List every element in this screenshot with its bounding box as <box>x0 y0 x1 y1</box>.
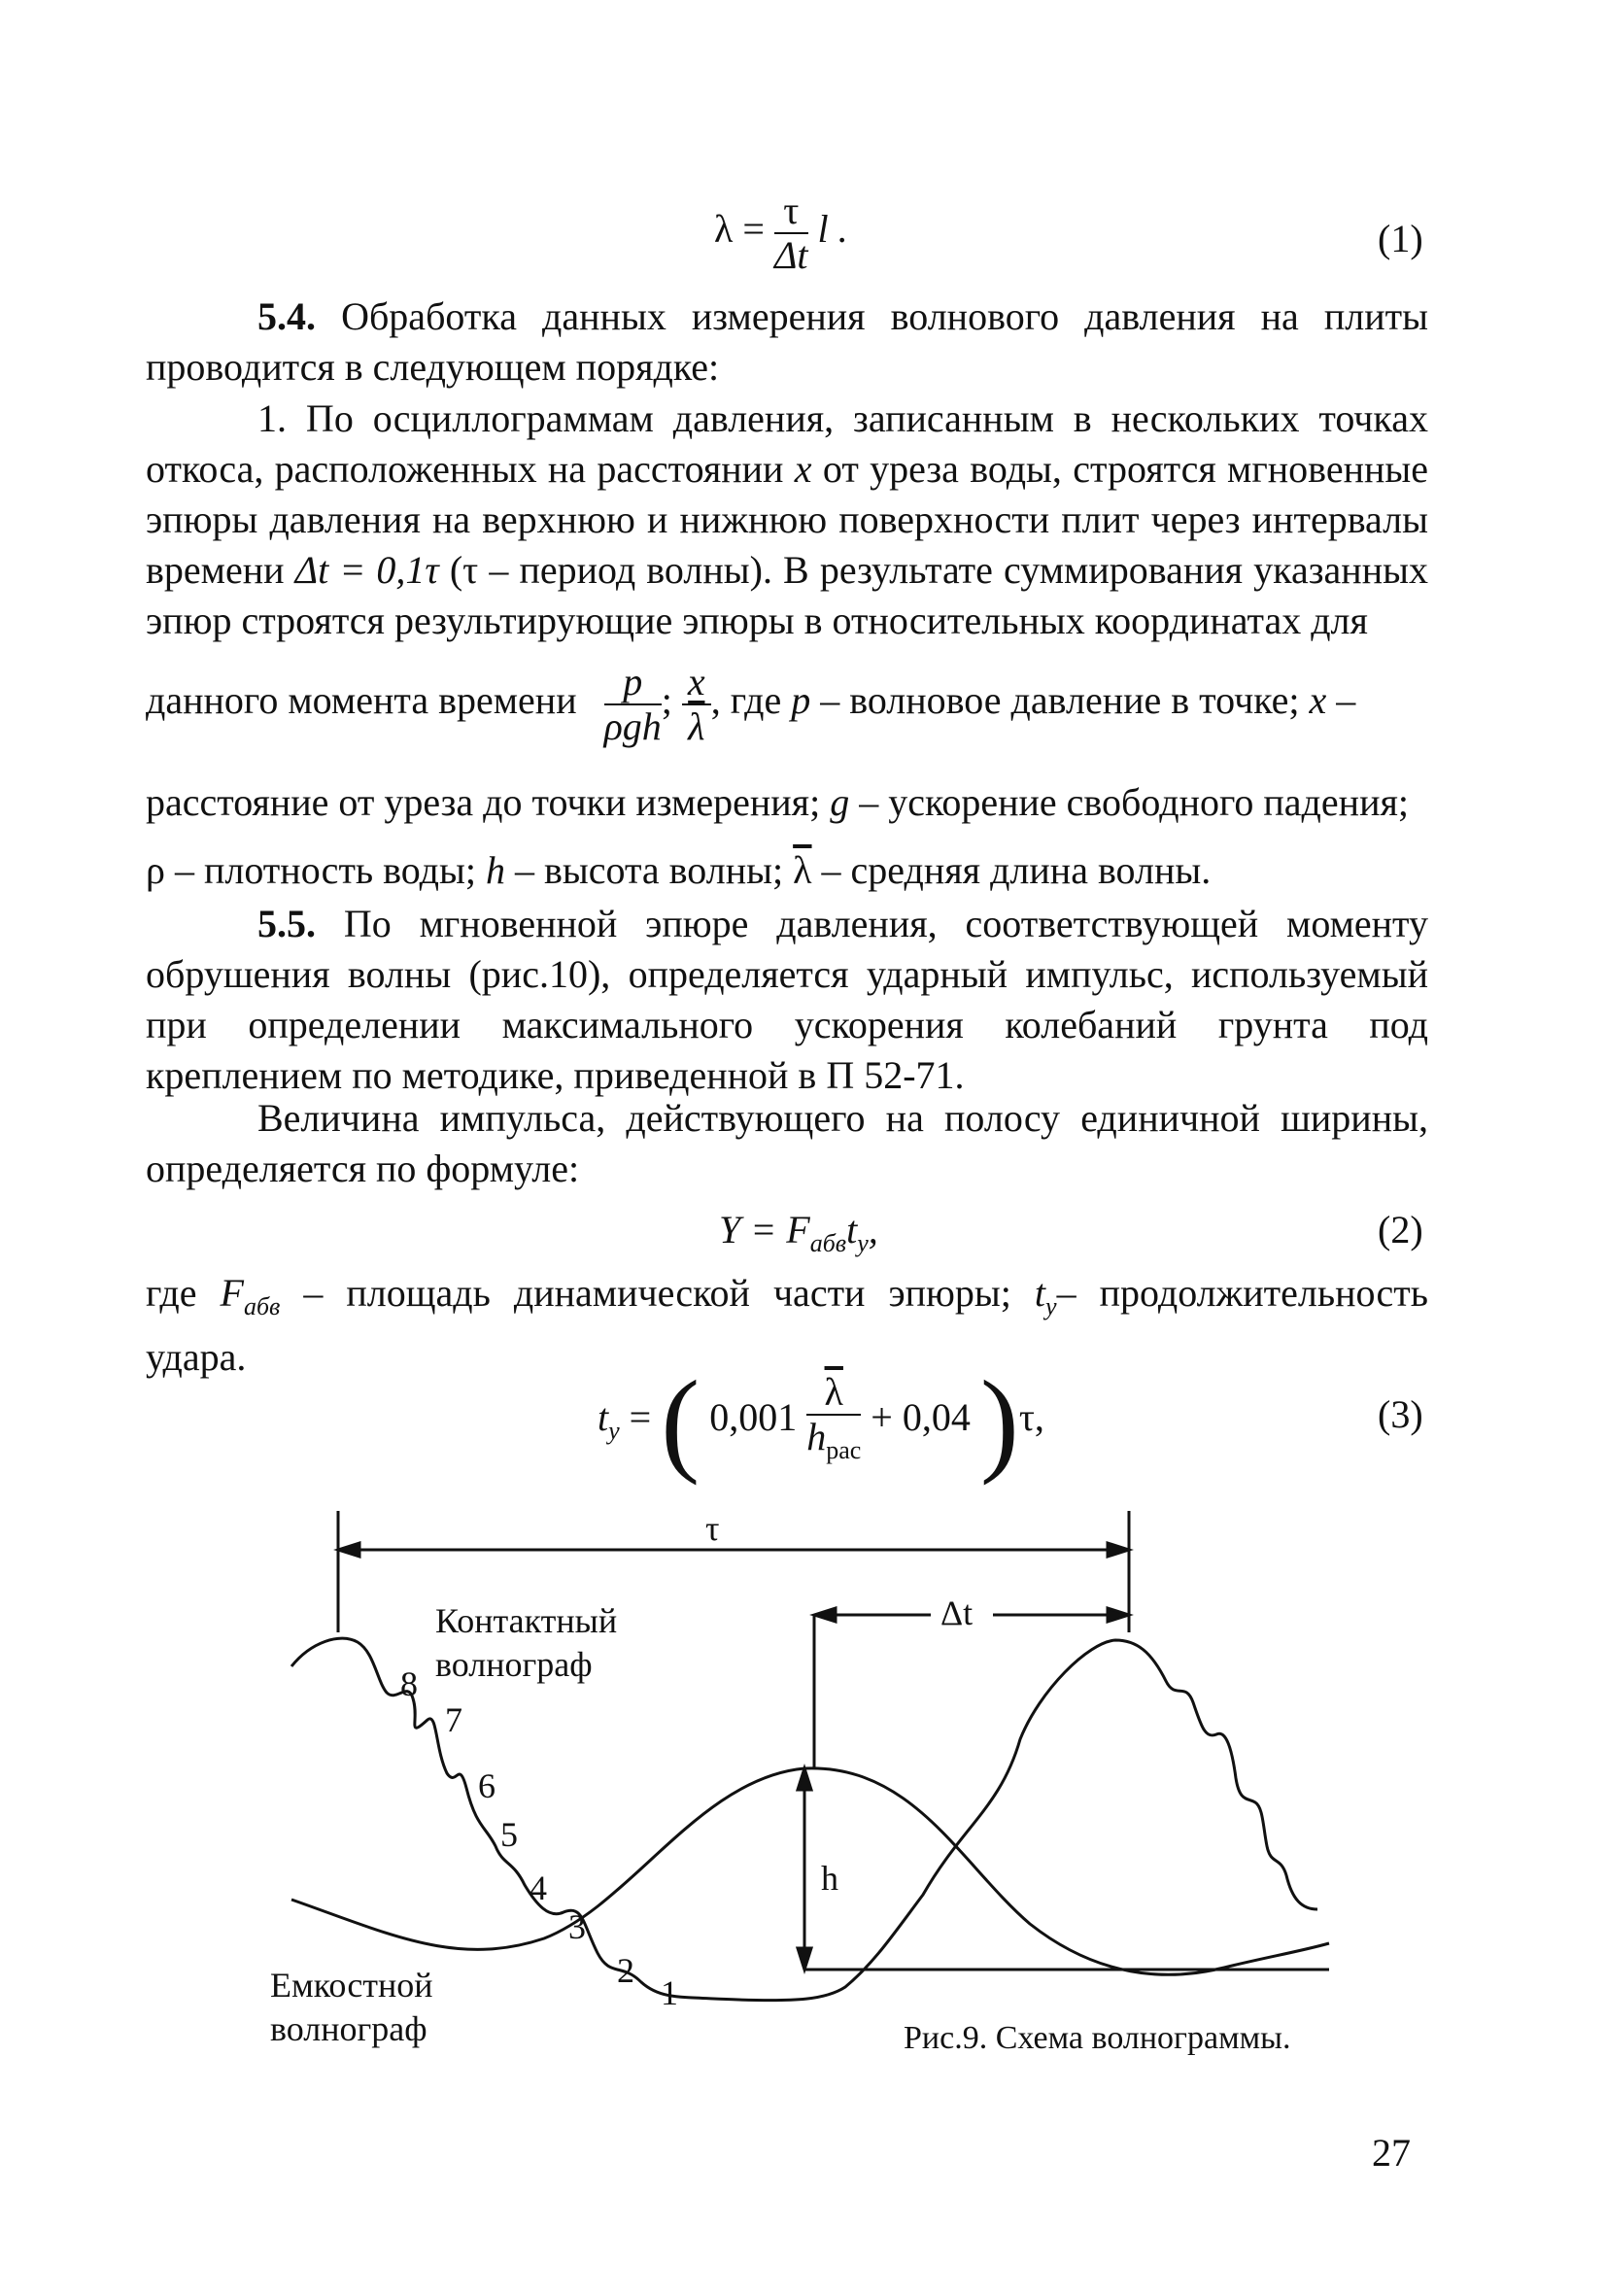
h-label: h <box>821 1859 838 1898</box>
tau-label: τ <box>705 1509 720 1548</box>
dt-right-arrow <box>1108 1608 1129 1622</box>
formula-1-den: Δt <box>773 233 808 277</box>
formula-3-equals: = <box>629 1395 652 1440</box>
where-F-sub: абв <box>243 1292 281 1320</box>
formula-3-den-sub: рас <box>826 1436 862 1464</box>
def-density: ρ – плотность воды; <box>146 848 486 892</box>
tau-left-arrow <box>338 1543 359 1557</box>
item-1-text: 1. По осциллограммам давления, записанным в нескольких точках откоса, расположенных на расстоянии <box>146 396 1428 491</box>
point-label-1: 1 <box>661 1973 678 2012</box>
point-label-2: 2 <box>617 1951 634 1990</box>
fraction-p-den: ρgh <box>603 704 662 748</box>
figure-caption: Рис.9. Схема волнограммы. <box>904 2020 1291 2056</box>
section-5-4-text: Обработка данных измерения волнового давления на плиты проводится в следующем порядке: <box>146 294 1428 389</box>
formula-3-tail: τ, <box>1018 1395 1044 1440</box>
point-label-3: 3 <box>568 1907 586 1946</box>
fraction-x-den: λ <box>688 704 705 748</box>
h-bottom-arrow <box>798 1948 811 1970</box>
where-label: где <box>146 1271 221 1315</box>
fraction-separator: ; <box>661 678 672 723</box>
formula-1-lhs: λ = <box>714 207 765 252</box>
point-label-7: 7 <box>445 1700 462 1739</box>
formula-3-coefficient: 0,001 <box>709 1395 798 1440</box>
item-1-x-var: x <box>794 447 812 491</box>
formula-1-tail: l . <box>817 207 848 252</box>
h-top-arrow <box>798 1768 811 1790</box>
capacitive-label-2: волнограф <box>270 2009 427 2048</box>
formula-2-t: t <box>846 1208 858 1251</box>
formula-1-number: (1) <box>1378 217 1423 260</box>
x-variable: x <box>1309 678 1327 723</box>
def-wavelength: – средняя длина волны. <box>811 848 1212 892</box>
impulse-paragraph: Величина импульса, действующего на полосу единичной ширины, определяется по формуле: <box>146 1096 1428 1190</box>
line-before-fraction: данного момента времени <box>146 678 577 723</box>
dt-left-arrow <box>814 1608 836 1622</box>
where-F: F <box>220 1271 244 1315</box>
formula-2-F: F <box>786 1208 810 1251</box>
item-1-dt: Δt = 0,1τ <box>294 548 439 592</box>
formula-3-num: $\overline{\lambda}$ <box>806 1371 861 1416</box>
formula-3-plus: + 0,04 <box>871 1395 971 1440</box>
where-F-def: – площадь динамической части эпюры; <box>280 1271 1035 1315</box>
item-1-text-end: (τ – период волны). В результате суммирования указанных эпюр строятся результирующие эпюры в относительных координатах для <box>146 548 1428 642</box>
item-1-text-cont: от уреза воды, строятся мгновенные эпюры давления на верхнюю и нижнюю поверхности плит через интервалы времени <box>146 447 1429 592</box>
formula-1-num: τ <box>774 189 808 234</box>
formula-2-tail: , <box>868 1208 878 1251</box>
capacitive-label-1: Емкостной <box>270 1966 433 2005</box>
tau-right-arrow <box>1108 1543 1129 1557</box>
section-5-5-number: 5.5. <box>257 902 316 945</box>
p-variable: p <box>791 678 811 723</box>
page-number: 27 <box>1372 2131 1411 2175</box>
formula-3-den: h <box>806 1415 827 1458</box>
formula-2-t-sub: y <box>857 1229 869 1257</box>
formula-3-lhs-sub: y <box>608 1417 620 1446</box>
p-definition: – волновое давление в точке; <box>810 678 1310 723</box>
formula-2-lhs: Y = <box>719 1208 777 1251</box>
def-gravity: – ускорение свободного падения; <box>849 780 1409 824</box>
x-dash: – <box>1326 678 1356 723</box>
formula-3-number: (3) <box>1378 1392 1423 1436</box>
formula-3-right-paren: ) <box>979 1356 1019 1486</box>
g-variable: g <box>830 780 850 824</box>
fraction-p-num: p <box>604 661 662 705</box>
where-t: t <box>1034 1271 1046 1315</box>
point-label-5: 5 <box>500 1815 518 1854</box>
fraction-x-num: x <box>682 661 711 705</box>
where-t-def: – продолжительность удара. <box>146 1271 1428 1379</box>
formula-2-F-sub: абв <box>809 1229 847 1257</box>
line-after-fraction: , где <box>710 678 792 723</box>
point-label-6: 6 <box>478 1766 495 1805</box>
formula-3-lhs: t <box>598 1395 609 1440</box>
lambda-bar: $\overline{\lambda}$ <box>793 848 812 892</box>
def-height: – высота волны; <box>504 848 794 892</box>
contact-label-1: Контактный <box>435 1601 618 1640</box>
where-t-sub: y <box>1045 1292 1057 1320</box>
contact-label-2: волнограф <box>435 1645 593 1684</box>
point-label-4: 4 <box>530 1868 547 1907</box>
point-label-8: 8 <box>400 1664 418 1703</box>
section-5-4-number: 5.4. <box>257 294 316 338</box>
formula-2-number: (2) <box>1378 1208 1423 1251</box>
dt-label: Δt <box>940 1593 974 1632</box>
formula-3-left-paren: ( <box>661 1356 700 1486</box>
h-variable: h <box>485 848 505 892</box>
def-distance: расстояние от уреза до точки измерения; <box>146 780 831 824</box>
capacitive-wave-curve <box>291 1768 1329 1974</box>
section-5-5-text: По мгновенной эпюре давления, соответствующей моменту обрушения волны (рис.10), определяется ударный импульс, используемый при определении максимального ускорения колебаний грунта под креплением по методике, приведенной в П 52-71. <box>146 902 1428 1097</box>
